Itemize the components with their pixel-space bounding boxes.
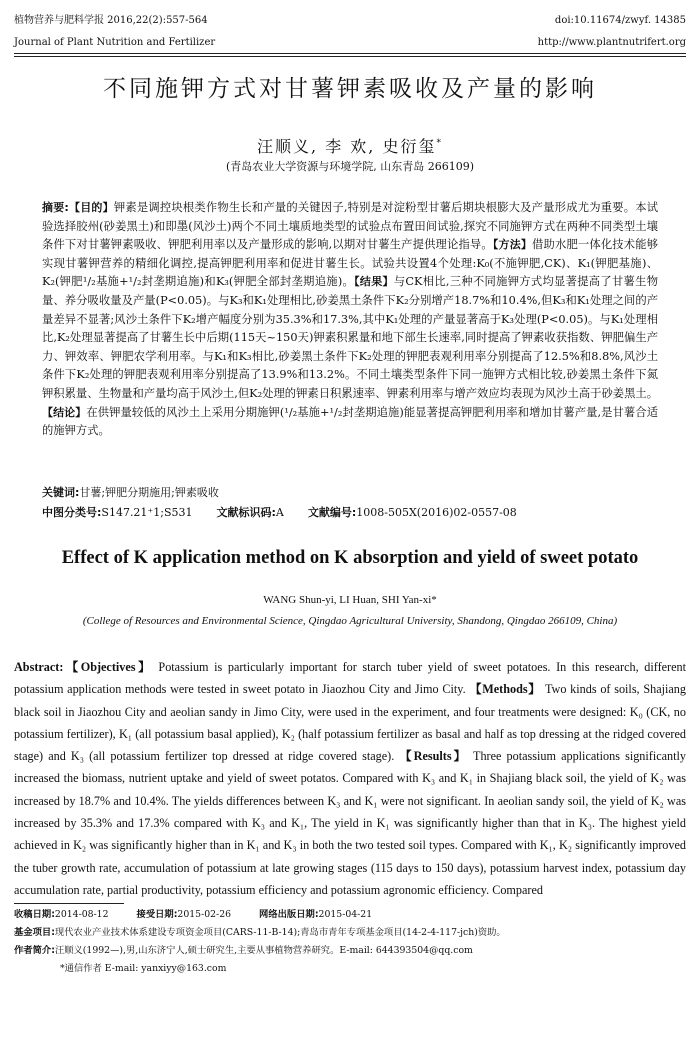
conclusion-text-cn: 在供钾量较低的风沙土上采用分期施钾(¹/₂基施+¹/₂封垄期追施)能显著提高钾肥利用率和增加甘薯产量,是甘薯合适的施钾方式。 — [42, 405, 658, 438]
title-cn: 不同施钾方式对甘薯钾素吸收及产量的影响 — [103, 76, 597, 102]
article-no-label: 文献编号: — [307, 506, 357, 519]
result-text-en: Three potassium applications significantly increased the biomass, nutrient uptake and yield of sweet potatos. Compared with K₃ and K₁ in Shajiang black soil, the yield of K₂ was increased by 18.7% and 10.4%. The yields differences between K₃ and K₁ were not significant. In aeolian sandy soil, the yield of K₂ was increased by 35.3% and 17.3% compared with K₃ and K₁, The yield in K₁ was significantly higher than that in K₃. The highest yield achieved in K₂ was significantly higher than in K₁ and K₃ in both the two tested soil types. Compared with K₁, K₂ significantly improved the tuber growth rate, accumulation of potassium at late growing stages (115 days to 150 days), potassium harvest index, potassium day accumulation rate, partial productivity, potassium efficiency and potassium agronomic efficiency. Compared — [14, 749, 686, 897]
fund-label: 基金项目: — [14, 927, 55, 938]
accepted-date: 2015-02-26 — [177, 909, 232, 920]
keywords-cn — [42, 484, 658, 502]
accepted-label: 接受日期: — [136, 909, 178, 920]
result-text-cn: 与CK相比,三种不同施钾方式均显著提高了甘薯生物量、养分吸收量及产量(P<0.05)。与K₃和K₁处理相比,砂姜黑土条件下K₂分别增产18.7%和10.4%,但K₃和K₁处理之间的产量差异不显著;风沙土条件下K₂增产幅度分别为35.3%和17.3%,其中K₁处理的产量显著高于K₃处理(P<0.05)。与K₁处理相比,K₂处理显著提高了甘薯生长中后期(115天~150天)钾素积累量和地下部生长速率,同时提高了钾素收获指数、钾肥偏生产力、钾效率、钾肥农学利用率。与K₁和K₃相比,砂姜黑土条件下K₂处理的钾肥表观利用率分别提高了12.5%和8.8%,风沙土条件下K₂处理的钾肥表观利用率分别提高了13.9%和13.2%。不同土壤类型条件下同一施钾方式相比较,砂姜黑土条件下氮钾积累量、生物量和产量均高于风沙土,但K₂处理的钾素日积累速率、钾素利用率与增产效应均表现为风沙土高于砂姜黑土。 — [42, 275, 659, 400]
bio-text: 汪顺义(1992—),男,山东济宁人,硕士研究生,主要从事植物营养研究。E-mail: 644393504@qq.com — [54, 945, 473, 956]
corresponding-mark: * — [436, 138, 443, 149]
keywords-cn-label: 关键词: — [42, 486, 80, 499]
keywords-cn-text: 甘薯;钾肥分期施用;钾素吸收 — [79, 486, 219, 499]
footnote-bio — [14, 944, 686, 957]
header-rule — [14, 53, 686, 54]
footnote-corresponding: *通信作者 E-mail: yanxiyy@163.com — [60, 963, 227, 974]
objective-tag-cn: 【目的】 — [68, 201, 114, 214]
doc-code-label: 文献标识码: — [216, 506, 276, 519]
affiliation-cn: (青岛农业大学资源与环境学院, 山东青岛 266109) — [225, 160, 475, 173]
abstract-cn-label: 摘要: — [42, 201, 69, 214]
conclusion-tag-cn: 【结论】 — [42, 405, 87, 419]
abstract-en — [14, 656, 686, 901]
journal-citation-cn: 植物营养与肥料学报 2016,22(2):557-564 — [14, 15, 208, 26]
footnote-rule — [14, 903, 124, 904]
method-tag-en: 【Methods】 — [469, 682, 542, 697]
authors-cn — [0, 134, 700, 157]
title-en: Effect of K application method on K absorption and yield of sweet potato — [61, 548, 639, 568]
objective-text-cn: 钾素是调控块根类作物生长和产量的关键因子,特别是对淀粉型甘薯后期块根膨大及产量形成尤为重要。本试验选择胶州(砂姜黑土)和即墨(风沙土)两个不同土壤质地类型的试验点布置田间试验,探究不同施钾方式在两种不同类型土壤条件下对甘薯钾素吸收、钾肥利用率以及产量形成的影响,以期对甘薯生产提供理论指导。 — [42, 201, 658, 252]
journal-name-en: Journal of Plant Nutrition and Fertilizer — [14, 37, 216, 48]
doc-code-value: A — [275, 506, 284, 519]
header-rule-thin — [14, 56, 686, 57]
objective-text-en: Potassium is particularly important for starch tuber yield of sweet potatoes. In this research, different potassium application methods were tested in sweet potato in Jiaozhou City and Jimo City. — [14, 660, 687, 697]
clc-value: S147.21⁺1;S531 — [101, 506, 193, 519]
classification-line — [42, 505, 658, 521]
result-tag-en: 【Results】 — [399, 749, 468, 764]
authors-en: WANG Shun-yi, LI Huan, SHI Yan-xi* — [263, 594, 437, 606]
method-text-cn: 借助水肥一体化技术能够实现甘薯钾营养的精细化调控,提高钾肥利用率和促进甘薯生长。试验共设置4个处理:K₀(不施钾肥,CK)、K₁(钾肥基施)、K₂(钾肥¹/₂基施+¹/₂封垄期追施)和K₃(钾肥全部封垄期追施)。 — [42, 238, 658, 289]
affiliation-en: (College of Resources and Environmental Science, Qingdao Agricultural University, Shandong, Qingdao 266109, China) — [82, 615, 618, 627]
clc-label: 中图分类号: — [42, 506, 102, 519]
footnote-fund — [14, 926, 686, 939]
result-tag-cn: 【结果】 — [354, 275, 394, 289]
bio-label: 作者简介: — [14, 945, 55, 956]
method-text-en: Two kinds of soils, Shajiang black soil in Jiaozhou City and aeolian sandy in Jimo City, were used in the experiment, and four treatments were designed: K₀ (CK, no potassium fertilizer), K₁ (all potassium basal applied), K₂ (half potassium fertilizer as basal and half as top dressing at the ridged covered stage) and K₃ (all potassium fertilizer top dressed at ridge covered stage). — [14, 682, 686, 764]
footnote-dates — [14, 908, 686, 921]
objective-tag-en: 【Objectives】 — [63, 660, 153, 674]
online-date: 2015-04-21 — [318, 909, 373, 920]
authors-cn-text: 汪顺义, 李 欢, 史衍玺 — [257, 137, 437, 156]
online-label: 网络出版日期: — [259, 909, 319, 920]
journal-url[interactable]: http://www.plantnutrifert.org — [537, 37, 686, 48]
article-no-value: 1008-505X(2016)02-0557-08 — [356, 506, 517, 519]
fund-text: 现代农业产业技术体系建设专项资金项目(CARS-11-B-14);青岛市青年专项基金项目(14-2-4-117-jch)资助。 — [54, 927, 506, 938]
abstract-en-label: Abstract: — [14, 660, 64, 674]
doi[interactable]: doi:10.11674/zwyf. 14385 — [554, 15, 686, 26]
abstract-cn — [42, 199, 658, 441]
received-label: 收稿日期: — [14, 909, 55, 920]
received-date: 2014-08-12 — [54, 909, 109, 920]
method-tag-cn: 【方法】 — [492, 238, 533, 252]
